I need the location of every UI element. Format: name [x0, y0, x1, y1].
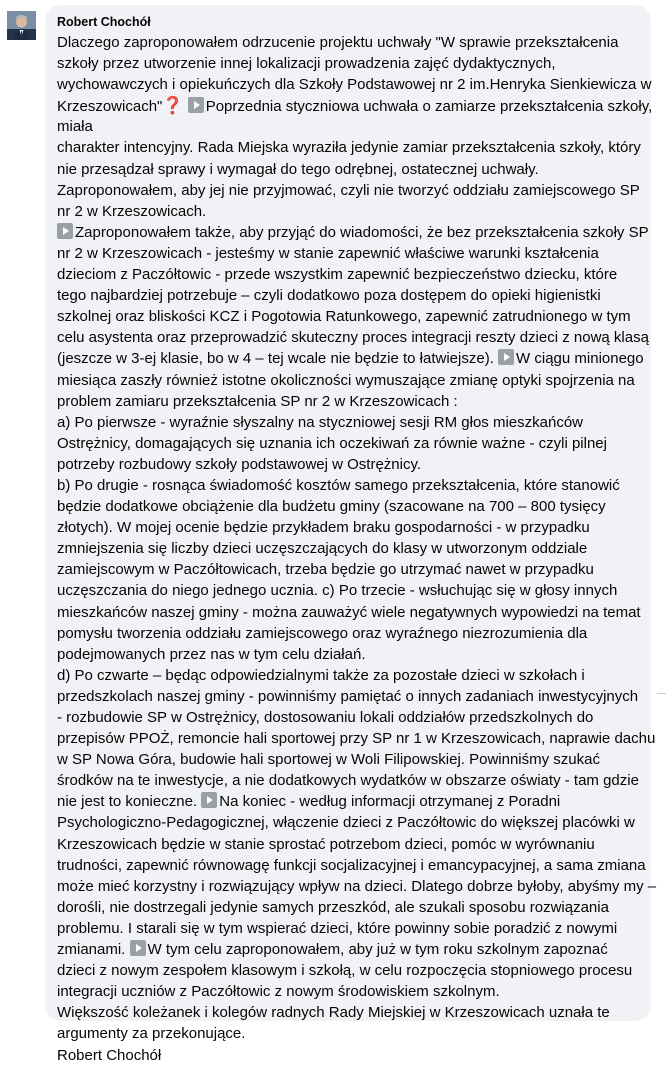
comment-line: zmniejszenia się liczby dzieci uczęszczających do klasy w utworzonym oddziale	[57, 540, 588, 558]
comment-line: dzieciom z Paczółtowic - przede wszystkim zapewnić bezpieczeństwo dziecku, które	[57, 266, 618, 284]
comment-line: a) Po pierwsze - wyraźnie słyszalny na styczniowej sesji RM głos mieszkańców	[57, 413, 584, 431]
comment-line: b) Po drugie - rosnąca świadomość kosztów samego przekształcenia, które stanowić	[57, 476, 620, 494]
play-button-icon	[57, 223, 73, 239]
comment-line: Psychologiczno-Pedagogicznej, włączenie dzieci z Paczółtowic do większej placówki w	[57, 814, 635, 832]
comment-line: zamiejscowym w Paczółtowicach, trzeba będzie go utrzymać nawet w przypadku	[57, 561, 594, 579]
comment-line: przedszkolach naszej gminy - powinniśmy pamiętać o innych zadaniach inwestycyjnych	[57, 687, 639, 705]
comment-line: może mieć korzystny i rozwiązujący wpływ na dzieci. Dlatego dobrze byłoby, abyśmy my –	[57, 877, 657, 895]
comment-text: Poprzednia styczniowa uchwała o zamiarze przekształcenia szkoły,	[205, 98, 653, 116]
comment-line: wychowawczych i opiekuńczych dla Szkoły Podstawowej nr 2 im.Henryka Sienkiewicza w	[57, 76, 652, 94]
comment-line: problem zamiaru przekształcenia SP nr 2 w Krzeszowicach :	[57, 392, 458, 410]
comment-line: miała	[57, 118, 93, 136]
comment-line	[57, 222, 651, 243]
comment-line: Zaproponowałem, aby jej nie przyjmować, czyli nie tworzyć oddziału zamiejscowego SP	[57, 181, 640, 199]
author-name[interactable]: Robert Chochół	[57, 15, 151, 29]
comment-line: nr 2 w Krzeszowicach.	[57, 202, 207, 220]
comment-line: integracji uczniów z Paczółtowic z nowym środowiskiem szkolnym.	[57, 983, 500, 1001]
comment-text: Na koniec - według informacji otrzymanej z Poradni	[219, 793, 561, 811]
play-button-icon	[498, 349, 514, 365]
comment-line: celu asystenta oraz przeprowadzić skuteczny proces integracji reszty dzieci z nową klasą	[57, 329, 649, 347]
comment-line: szkoły przez utworzenie innej lokalizacji prowadzenia zajęć dydaktycznych,	[57, 55, 556, 73]
comment-line: pomysłu tworzenia oddziału zamiejscowego oraz wyraźnego niezrozumienia dla	[57, 624, 588, 642]
comment-text: Zaproponowałem także, aby przyjąć do wiadomości, że bez przekształcenia szkoły SP	[75, 223, 649, 241]
scrollbar-thumb[interactable]	[657, 693, 666, 694]
comment-line: będzie dodatkowe obciążenie dla budżetu gminy (szacowane na 700 – 800 tysięcy	[57, 498, 606, 516]
comment-line: d) Po czwarte – będąc odpowiedzialnymi także za pozostałe dzieci w szkołach i	[57, 666, 585, 684]
comment-text: Krzeszowicach"	[57, 98, 163, 116]
comment-line: - rozbudowie SP w Ostrężnicy, dostosowaniu lokali oddziałów przedszkolnych do	[57, 709, 594, 726]
comment-line	[57, 939, 651, 960]
comment-line: uczęszczania do niego jednego ucznia. c) Po trzecie - wsłuchując się w głosy innych	[57, 582, 618, 600]
red-question-mark-icon: ❓	[162, 96, 184, 116]
comment-line: Ostrężnicy, domagających się uznania ich oczekiwań za równie ważne - czyli pilnej	[57, 434, 607, 452]
comment-text: W tym celu zaproponowałem, aby już w tym roku szkolnym zapoznać	[147, 941, 608, 959]
avatar-photo-icon	[7, 11, 36, 40]
comment-line: szkolnej oraz bliskości KCZ i Pogotowia Ratunkowego, zapewnić zatrudnionego w tym	[57, 308, 631, 326]
comment-line: w SP Nowa Góra, budowie hali sportowej w Woli Filipowskiej. Powinniśmy szukać	[57, 751, 600, 769]
comment-line: dzieci z nowym zespołem klasowym i szkołą, w celu rozpoczęcia stopniowego procesu	[57, 962, 633, 980]
comment-bubble	[45, 5, 657, 1064]
comment-line	[57, 95, 651, 116]
comment-line: potrzeby rozbudowy szkoły podstawowej w Ostrężnicy.	[57, 455, 422, 473]
comment-line	[57, 348, 651, 369]
comment-line	[57, 791, 651, 812]
comment-line: złotych). W mojej ocenie będzie przykładem braku gospodarności - w przypadku	[57, 519, 590, 537]
comment-line: środków na te inwestycje, a nie dodatkowych wydatków w obszarze oświaty - tam gdzie	[57, 772, 639, 790]
comment-line: Większość koleżanek i kolegów radnych Rady Miejskiej w Krzeszowicach uznała te	[57, 1004, 610, 1022]
comment-line: Krzeszowicach będzie w stanie sprostać potrzebom dzieci, pomóc w wyrównaniu	[57, 835, 595, 853]
comment-line: tego najbardziej potrzebuje – czyli dodatkowo poza dostępem do opieki higienistki	[57, 287, 601, 305]
comment-line: dorośli, nie dostrzegali jedynie samych przeszkód, ale szukali sposobu rozwiązania	[57, 898, 609, 916]
comment-text: (jeszcze w 3-ej klasie, bo w 4 – tej wcale nie będzie to łatwiejsze).	[57, 350, 494, 368]
comment-line: charakter intencyjny. Rada Miejska wyraziła jedynie zamiar przekształcenia szkoły, który	[57, 139, 641, 157]
comment-line: problemu. I starali się w tym wspierać dzieci, które powinny sobie poradzić z nowymi	[57, 919, 618, 937]
comment-text: W ciągu minionego	[516, 350, 644, 368]
comment-signature: Robert Chochół	[57, 1046, 162, 1064]
comment-text: nie jest to konieczne.	[57, 793, 198, 811]
comment-line: mieszkańców naszej gminy - można zauważyć wiele negatywnych wypowiedzi na temat	[57, 603, 641, 621]
author-avatar[interactable]	[7, 11, 36, 40]
comment-line: podejmowanych przez nas w tym celu działań.	[57, 645, 366, 663]
play-button-icon	[130, 940, 146, 956]
comment-line: trudności, zapewnić równowagę funkcji socjalizacyjnej i emancypacyjnej, a sama zmiana	[57, 856, 646, 874]
comment-line: miesiąca zaszły również istotne okoliczności wymuszające zmianę optyki spojrzenia na	[57, 371, 635, 389]
play-button-icon	[188, 97, 204, 113]
comment-line: Dlaczego zaproponowałem odrzucenie projektu uchwały "W sprawie przekształcenia	[57, 34, 619, 51]
comment-text: zmianami.	[57, 941, 126, 959]
comment-line: przepisów PPOŻ, remoncie hali sportowej przy SP nr 1 w Krzeszowicach, naprawie dachu	[57, 730, 656, 748]
play-button-icon	[201, 792, 217, 808]
comment-line: argumenty za przekonujące.	[57, 1025, 246, 1043]
comment-line: nr 2 w Krzeszowicach - jesteśmy w stanie zapewnić właściwe warunki kształcenia	[57, 244, 599, 262]
comment-line: nie przesądzał sprawy i wymagał do tego odrębnej, ostatecznej uchwały.	[57, 160, 539, 178]
